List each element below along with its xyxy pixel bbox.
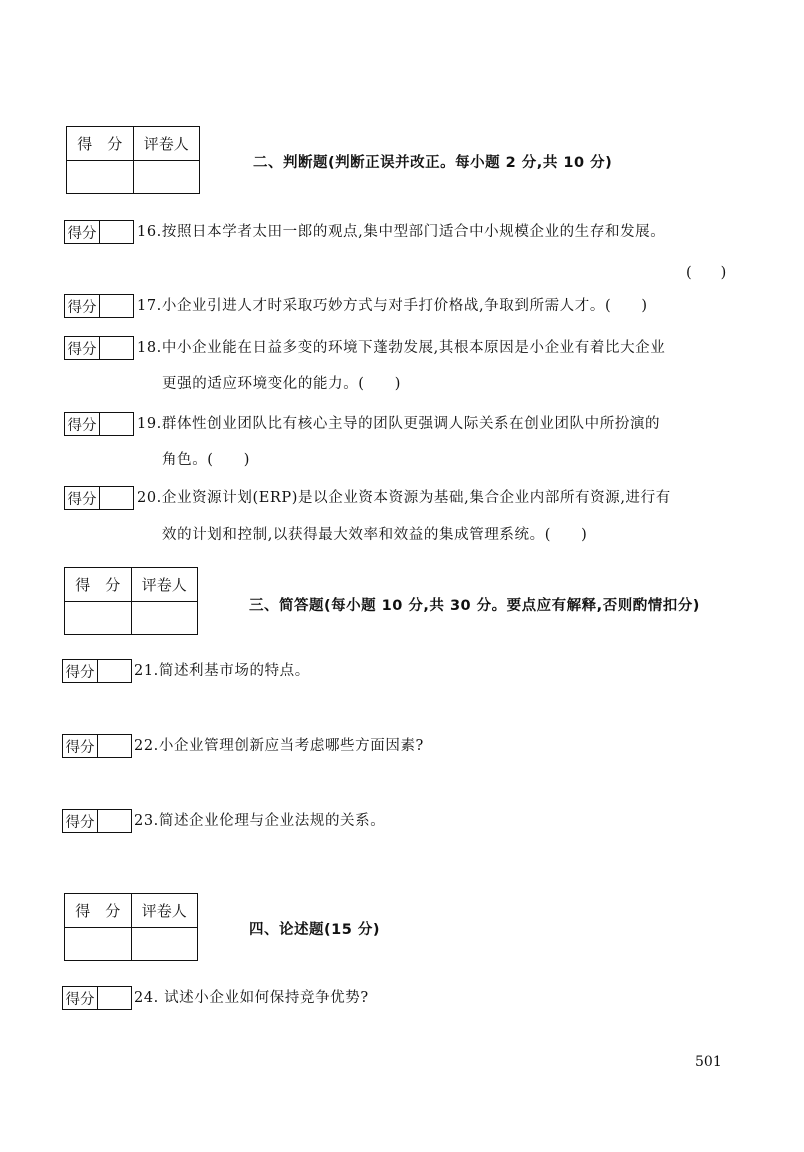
grader-box-section-4 — [64, 893, 198, 961]
score-blank[interactable] — [100, 487, 133, 509]
page-number: 501 — [695, 1054, 722, 1070]
question-20: 20.企业资源计划(ERP)是以企业资本资源为基础,集合企业内部所有资源,进行有 — [137, 490, 671, 506]
score-header: 得 分 — [77, 135, 123, 153]
score-label: 得分 — [65, 295, 100, 317]
score-box-q22[interactable] — [62, 734, 132, 758]
score-header: 得 分 — [75, 576, 121, 594]
score-label: 得分 — [63, 987, 98, 1009]
grader-header: 评卷人 — [131, 568, 198, 601]
grader-box-section-3 — [64, 567, 198, 635]
score-blank[interactable] — [100, 413, 133, 435]
score-label: 得分 — [63, 660, 98, 682]
grader-cell[interactable] — [133, 161, 200, 194]
score-label: 得分 — [65, 221, 100, 243]
grader-cell[interactable] — [131, 602, 198, 635]
question-18: 18.中小企业能在日益多变的环境下蓬勃发展,其根本原因是小企业有着比大企业 — [137, 340, 666, 356]
score-label: 得分 — [63, 810, 98, 832]
question-24: 24. 试述小企业如何保持竞争优势? — [134, 990, 369, 1006]
score-blank[interactable] — [98, 810, 131, 832]
score-box-q20[interactable] — [64, 486, 134, 510]
score-blank[interactable] — [100, 295, 133, 317]
score-box-q16[interactable] — [64, 220, 134, 244]
score-blank[interactable] — [98, 735, 131, 757]
question-16: 16.按照日本学者太田一郎的观点,集中型部门适合中小规模企业的生存和发展。 — [137, 224, 666, 240]
score-label: 得分 — [65, 487, 100, 509]
score-box-q18[interactable] — [64, 336, 134, 360]
score-label: 得分 — [65, 337, 100, 359]
grader-header: 评卷人 — [133, 127, 200, 160]
grader-box-section-2 — [66, 126, 200, 194]
section-title-3: 三、简答题(每小题 10 分,共 30 分。要点应有解释,否则酌情扣分) — [249, 598, 700, 614]
question-17: 17.小企业引进人才时采取巧妙方式与对手打价格战,争取到所需人才。( ) — [137, 298, 648, 314]
score-header: 得 分 — [75, 902, 121, 920]
score-blank[interactable] — [100, 337, 133, 359]
answer-bracket-16[interactable]: ( ) — [686, 265, 727, 281]
score-box-q19[interactable] — [64, 412, 134, 436]
grader-cell[interactable] — [131, 928, 198, 961]
question-18-line2: 更强的适应环境变化的能力。( ) — [162, 376, 402, 392]
score-cell[interactable] — [67, 161, 133, 194]
grader-header: 评卷人 — [131, 894, 198, 927]
question-19: 19.群体性创业团队比有核心主导的团队更强调人际关系在创业团队中所扮演的 — [137, 416, 661, 432]
score-box-q17[interactable] — [64, 294, 134, 318]
section-title-2: 二、判断题(判断正误并改正。每小题 2 分,共 10 分) — [253, 155, 613, 171]
score-label: 得分 — [65, 413, 100, 435]
score-blank[interactable] — [98, 660, 131, 682]
score-box-q23[interactable] — [62, 809, 132, 833]
score-blank[interactable] — [100, 221, 133, 243]
question-19-line2: 角色。( ) — [162, 452, 251, 468]
question-22: 22.小企业管理创新应当考虑哪些方面因素? — [134, 738, 424, 754]
question-20-line2: 效的计划和控制,以获得最大效率和效益的集成管理系统。( ) — [162, 527, 588, 543]
score-blank[interactable] — [98, 987, 131, 1009]
score-cell[interactable] — [65, 928, 131, 961]
score-box-q21[interactable] — [62, 659, 132, 683]
section-title-4: 四、论述题(15 分) — [249, 922, 380, 938]
question-21: 21.简述利基市场的特点。 — [134, 663, 310, 679]
score-label: 得分 — [63, 735, 98, 757]
question-23: 23.简述企业伦理与企业法规的关系。 — [134, 813, 386, 829]
score-box-q24[interactable] — [62, 986, 132, 1010]
score-cell[interactable] — [65, 602, 131, 635]
